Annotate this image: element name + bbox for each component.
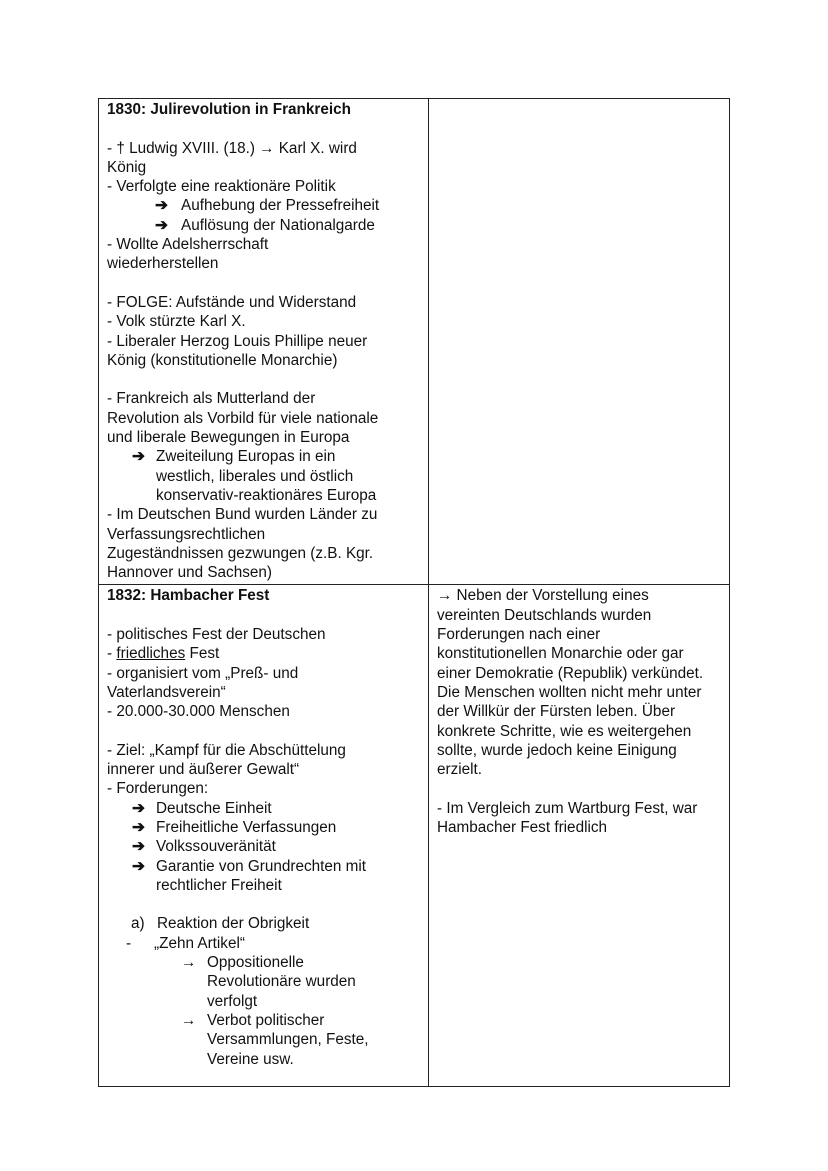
text-line: sollte, wurde jedoch keine Einigung: [437, 741, 677, 759]
arrow-point: ➔ Aufhebung der Pressefreiheit: [155, 197, 380, 215]
text-line: - Forderungen:: [107, 780, 209, 798]
section-title: 1830: Julirevolution in Frankreich: [107, 101, 351, 118]
text-line: - Im Vergleich zum Wartburg Fest, war: [437, 799, 698, 817]
arrow-icon: ➔: [132, 818, 145, 836]
notes-table: [98, 98, 730, 1087]
text-line: König: [107, 158, 147, 176]
text-line: - FOLGE: Aufstände und Widerstand: [107, 293, 357, 311]
text-line: Hambacher Fest friedlich: [437, 818, 608, 836]
text-line: - † Ludwig XVIII. (18.) → Karl X. wird: [107, 139, 357, 157]
text-line: wiederherstellen: [107, 255, 219, 273]
text-line: Zugeständnissen gezwungen (z.B. Kgr.: [107, 544, 374, 562]
arrow-point: ➔ Garantie von Grundrechten mit rechtlicher Freiheit: [132, 857, 367, 894]
text-line: - friedliches Fest: [107, 645, 220, 663]
arrow-icon: ➔: [132, 448, 145, 466]
arrow-point: ➔ Auflösung der Nationalgarde: [155, 216, 375, 234]
arrow-point: ➔ Freiheitliche Verfassungen: [132, 818, 337, 836]
arrow-point: ➔ Volkssouveränität: [132, 838, 276, 856]
reaction-heading: a) Reaktion der Obrigkeit: [131, 915, 310, 933]
text-line: → Neben der Vorstellung eines: [437, 587, 649, 605]
arrow-icon: ➔: [132, 799, 145, 817]
text-line: - Im Deutschen Bund wurden Länder zu: [107, 506, 378, 524]
section-1832-left: [99, 585, 429, 1087]
text-line: - politisches Fest der Deutschen: [107, 626, 326, 644]
text-line: und liberale Bewegungen in Europa: [107, 429, 350, 447]
text-line: Hannover und Sachsen): [107, 564, 272, 582]
section-1830-left: [99, 99, 429, 585]
arrow-icon: ➔: [132, 857, 145, 875]
text-line: innerer und äußerer Gewalt“: [107, 761, 300, 779]
arrow-point: → Oppositionelle Revolutionäre wurden verfolgt: [181, 954, 356, 1010]
text-line: erzielt.: [437, 761, 483, 779]
underlined-word: friedliches: [116, 645, 186, 663]
zehn-artikel-item: - „Zehn Artikel“: [126, 934, 245, 952]
text-line: Die Menschen wollten nicht mehr unter: [437, 683, 702, 701]
text-line: Verfassungsrechtlichen: [107, 525, 266, 543]
text-line: vereinten Deutschlands wurden: [437, 606, 652, 624]
text-line: - Frankreich als Mutterland der: [107, 390, 316, 408]
arrow-icon: ➔: [155, 197, 168, 215]
section-title: 1832: Hambacher Fest: [107, 587, 270, 605]
arrow-point: → Verbot politischer Versammlungen, Feste, Vereine usw.: [181, 1011, 369, 1068]
thin-arrow-icon: →: [181, 954, 197, 972]
text-line: einer Demokratie (Republik) verkündet.: [437, 664, 704, 682]
table-row: [99, 585, 730, 1087]
text-line: König (konstitutionelle Monarchie): [107, 351, 338, 369]
text-line: - Verfolgte eine reaktionäre Politik: [107, 178, 336, 196]
text-line: Vaterlandsverein“: [107, 683, 226, 701]
section-1832-right: [429, 585, 730, 1087]
text-line: - Wollte Adelsherrschaft: [107, 236, 269, 254]
text-line: der Willkür der Fürsten leben. Über: [437, 703, 676, 721]
arrow-icon: ➔: [155, 216, 168, 234]
arrow-point: ➔ Deutsche Einheit: [132, 799, 272, 817]
arrow-point: ➔ Zweiteilung Europas in ein westlich, liberales und östlich konservativ-reaktionäres Europa: [132, 448, 377, 504]
arrow-icon: ➔: [132, 838, 145, 856]
thin-arrow-icon: →: [181, 1011, 197, 1029]
text-line: - Volk stürzte Karl X.: [107, 313, 246, 331]
text-line: konstitutionellen Monarchie oder gar: [437, 645, 684, 663]
text-line: - Liberaler Herzog Louis Phillipe neuer: [107, 332, 368, 350]
text-line: - organisiert vom „Preß- und: [107, 664, 299, 682]
table-row: [99, 99, 730, 585]
text-line: - Ziel: „Kampf für die Abschüttelung: [107, 741, 346, 759]
text-line: - 20.000-30.000 Menschen: [107, 703, 290, 721]
text-line: konkrete Schritte, wie es weitergehen: [437, 722, 692, 740]
text-line: Revolution als Vorbild für viele nationale: [107, 409, 379, 427]
text-line: Forderungen nach einer: [437, 626, 601, 644]
section-1830-right: [429, 99, 730, 585]
